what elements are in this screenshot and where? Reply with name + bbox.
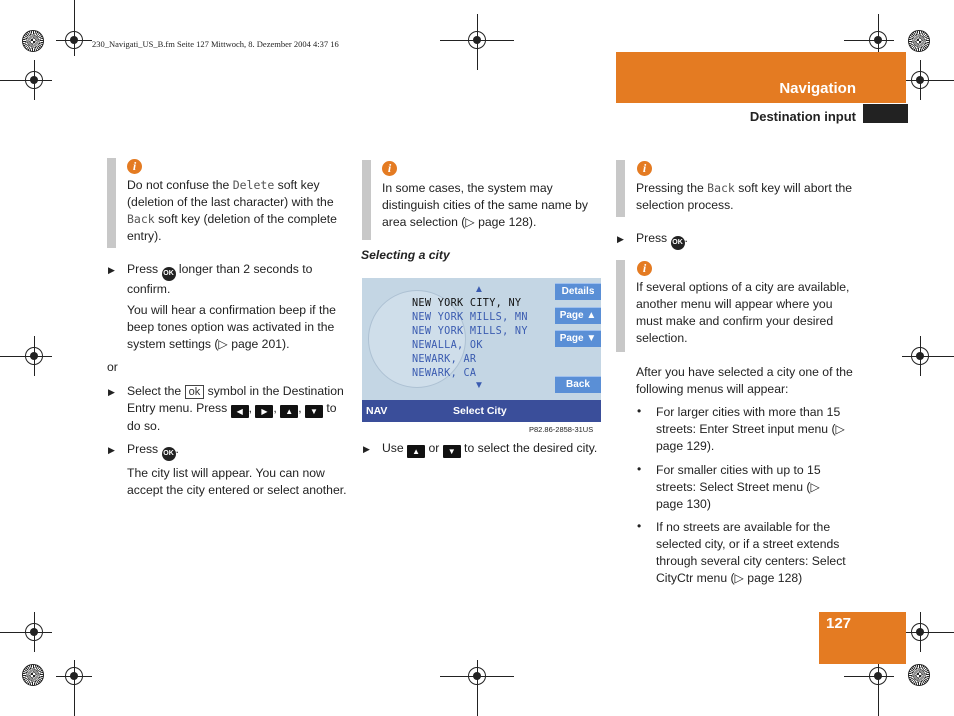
bullet-dot: •	[637, 462, 642, 476]
city-list-item[interactable]: NEWALLA, OK	[412, 340, 483, 351]
softkey-label: Back	[127, 212, 155, 226]
triangle-right-icon: ▶	[108, 387, 115, 397]
info-bar	[362, 160, 371, 240]
section-heading-selecting-city: Selecting a city	[361, 248, 450, 262]
info-bar	[616, 260, 625, 352]
info-icon: i	[127, 159, 142, 174]
step-press-ok-long	[127, 261, 347, 298]
step-text: Press	[127, 262, 162, 276]
ok-button-icon: OK	[671, 236, 685, 250]
down-arrow-key-icon: ▼	[305, 405, 323, 418]
scroll-up-arrow-icon: ▲	[474, 284, 484, 295]
step-press-ok	[127, 441, 347, 461]
registration-rose-top-left	[22, 30, 44, 52]
scroll-down-arrow-icon: ▼	[474, 380, 484, 391]
info-note-same-name: In some cases, the system may distinguish cities of the same name by area selection (▷ page 128).	[382, 181, 588, 229]
subsection-title: Destination input	[749, 109, 856, 124]
triangle-right-icon: ▶	[363, 444, 370, 454]
ok-button-icon: OK	[162, 267, 176, 281]
step-use-arrows	[382, 440, 604, 458]
step-text: to select the desired city.	[460, 441, 598, 455]
bullet-dot: •	[637, 519, 642, 533]
status-screen-title: Select City	[453, 405, 507, 417]
down-arrow-key-icon: ▼	[443, 445, 461, 458]
subsection-marker	[863, 104, 908, 123]
registration-rose-bottom-right	[908, 664, 930, 686]
file-info-line: 230_Navigati_US_B.fm Seite 127 Mittwoch, 8. Dezember 2004 4:37 16	[92, 39, 339, 49]
step-text: to do so.	[127, 401, 337, 433]
ok-button-icon: OK	[162, 447, 176, 461]
info-text: Do not confuse the	[127, 178, 233, 192]
right-arrow-key-icon: ▶	[255, 405, 273, 418]
step-text: Select the	[127, 384, 185, 398]
step-text: symbol in the Destination Entry menu. Press	[127, 384, 344, 415]
info-icon: i	[637, 161, 652, 176]
section-title: Navigation	[779, 80, 856, 97]
info-text: soft key will abort the selection process.	[636, 181, 853, 212]
menu-option-item: If no streets are available for the selected city, or if a street extends through several city centers: Select CityCtr menu (▷ page 128)	[656, 520, 846, 585]
info-note-back-abort	[636, 180, 860, 214]
info-icon: i	[637, 261, 652, 276]
ok-symbol-box: ok	[185, 385, 205, 399]
step-text: or	[425, 441, 443, 455]
city-list-item[interactable]: NEW YORK MILLS, MN	[412, 312, 528, 323]
page-down-softkey[interactable]: Page ▼	[555, 330, 601, 347]
info-text: soft key (deletion of the complete entry).	[127, 212, 337, 243]
step-text: .	[175, 442, 179, 456]
step-text: Press	[636, 231, 671, 245]
step-text: .	[684, 231, 688, 245]
or-label: or	[107, 360, 118, 374]
triangle-right-icon: ▶	[108, 445, 115, 455]
info-text: soft key (deletion of the last character) with the	[127, 178, 334, 209]
bullet-dot: •	[637, 404, 642, 418]
info-note-several-options: If several options of a city are available, another menu will appear where you must make and confirm your desired selection.	[636, 280, 850, 345]
left-arrow-key-icon: ◀	[231, 405, 249, 418]
city-list-note: The city list will appear. You can now accept the city entered or select another.	[127, 466, 347, 497]
registration-rose-top-right	[908, 30, 930, 52]
registration-rose-bottom-left	[22, 664, 44, 686]
up-arrow-key-icon: ▲	[407, 445, 425, 458]
step-text: Use	[382, 441, 408, 455]
step-text: longer than 2 seconds to confirm.	[127, 262, 313, 296]
after-selection-text: After you have selected a city one of the following menus will appear:	[636, 365, 853, 396]
step-press-ok	[636, 230, 688, 250]
city-list-item[interactable]: NEWARK, CA	[412, 368, 477, 379]
city-list-item[interactable]: NEWARK, AR	[412, 354, 477, 365]
page-up-softkey[interactable]: Page ▲	[555, 307, 601, 324]
softkey-label: Back	[707, 181, 735, 195]
step-select-ok-symbol: Select the ok symbol in the Destination Entry menu. Press ◀ , ▶ , ▲ , ▼ to do so.	[127, 384, 344, 433]
info-note-delete-back	[127, 177, 347, 245]
back-softkey[interactable]: Back	[555, 376, 601, 393]
figure-caption: P82.86-2858-31US	[529, 425, 594, 434]
city-list-item[interactable]: NEW YORK MILLS, NY	[412, 326, 528, 337]
info-bar	[107, 158, 116, 248]
menu-option-item: For larger cities with more than 15 streets: Enter Street input menu (▷ page 129).	[656, 405, 845, 453]
confirmation-beep-note: You will hear a confirmation beep if the beep tones option was activated in the system settings (▷ page 201).	[127, 303, 336, 351]
info-icon: i	[382, 161, 397, 176]
details-softkey[interactable]: Details	[555, 283, 601, 300]
display-screenshot	[362, 278, 601, 422]
menu-option-item: For smaller cities with up to 15 streets: Select Street menu (▷ page 130)	[656, 463, 821, 511]
page-number: 127	[826, 615, 852, 632]
display-status-bar	[362, 400, 601, 422]
info-text: Pressing the	[636, 181, 708, 195]
softkey-label: Delete	[232, 178, 275, 192]
up-arrow-key-icon: ▲	[280, 405, 298, 418]
triangle-right-icon: ▶	[108, 265, 115, 275]
step-text: Press	[127, 442, 162, 456]
info-bar	[616, 160, 625, 217]
status-nav-label: NAV	[366, 405, 388, 417]
city-list-item[interactable]: NEW YORK CITY, NY	[412, 298, 522, 309]
triangle-right-icon: ▶	[617, 234, 624, 244]
